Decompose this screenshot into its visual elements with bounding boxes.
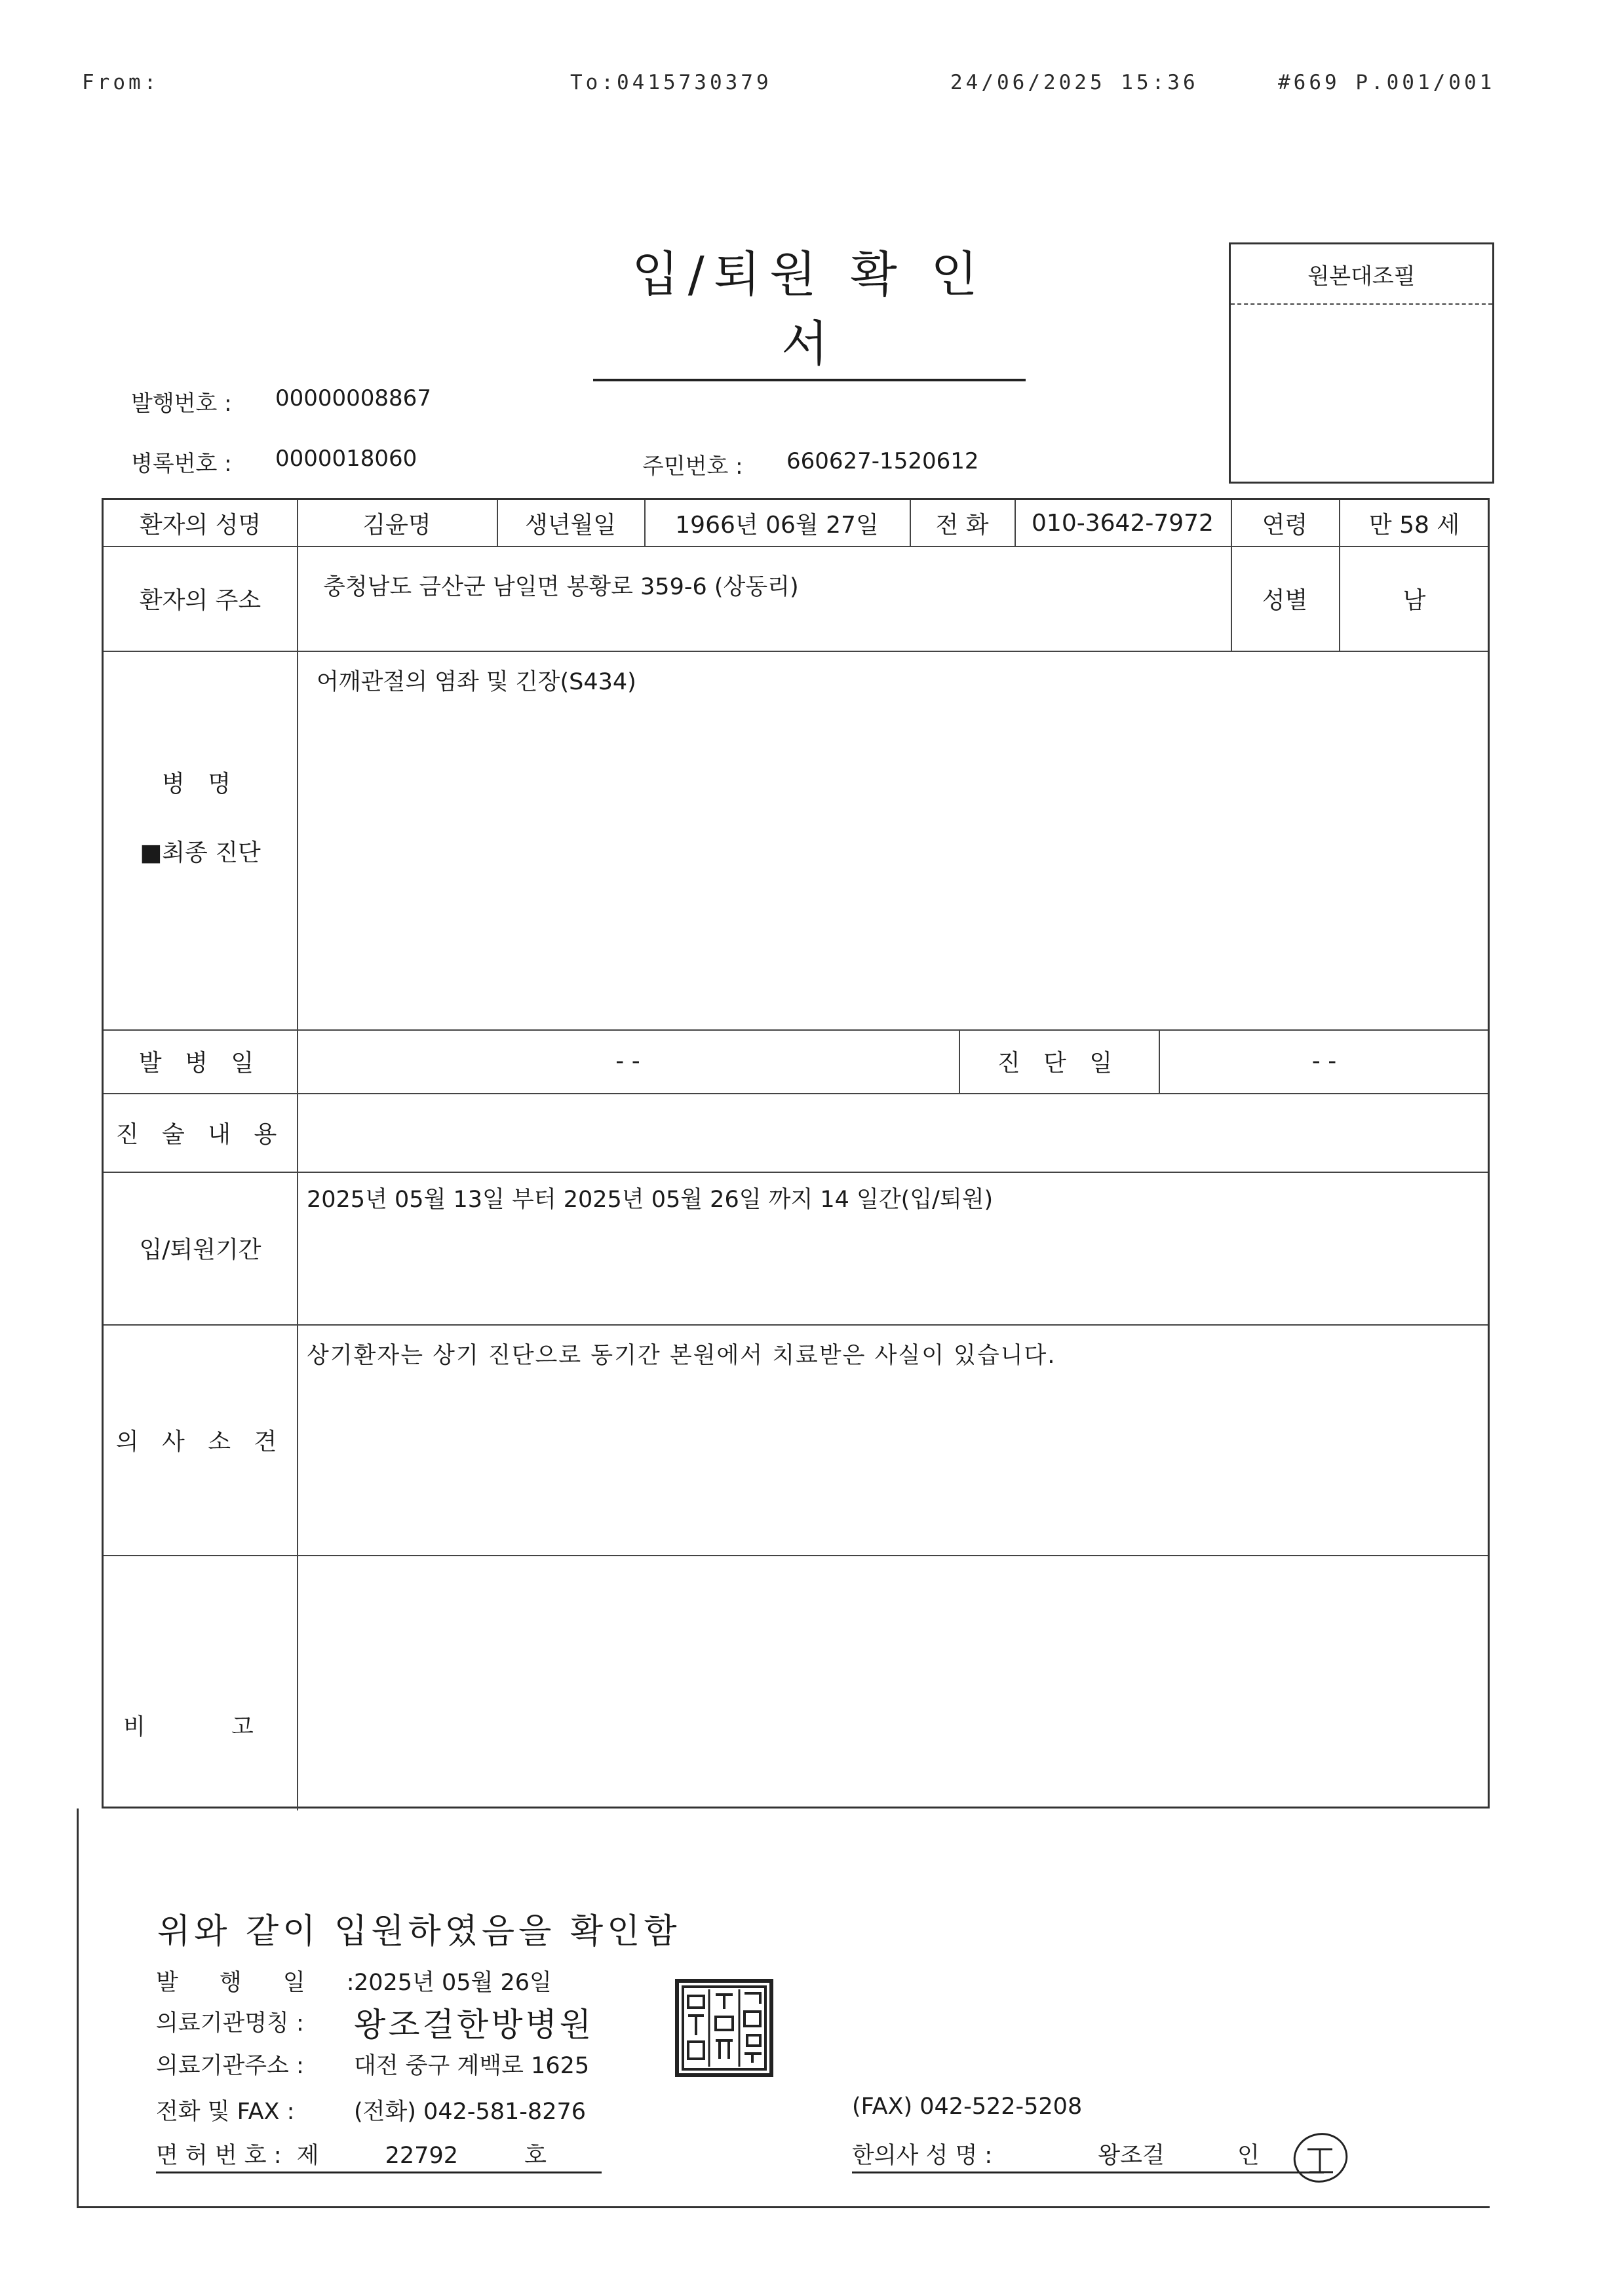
patient-sex: 남 xyxy=(1402,586,1426,614)
period-value: 2025년 05월 13일 부터 2025년 05월 26일 까지 14 일간(입/퇴원) xyxy=(307,1187,994,1213)
license-label: 면 허 번 호 : xyxy=(156,2143,282,2169)
diagnosis-label: 병 명 xyxy=(162,770,239,797)
hospital-seal-stamp xyxy=(675,1979,773,2077)
fax-from: From: xyxy=(82,71,160,94)
institution-address: 대전 중구 계백로 1625 xyxy=(354,2053,590,2079)
birth-date: 1966년 06월 27일 xyxy=(675,511,879,539)
onset-label: 발 병 일 xyxy=(138,1050,262,1077)
hospital-seal-icon xyxy=(679,1983,769,2073)
sex-label: 성별 xyxy=(1262,586,1308,614)
fax-page: #669 P.001/001 xyxy=(1278,71,1496,94)
period-label: 입/퇴원기간 xyxy=(139,1236,261,1263)
resident-number: 660627-1520612 xyxy=(786,448,979,474)
resident-number-label: 주민번호 : xyxy=(642,453,743,480)
license-number: 22792 xyxy=(385,2143,458,2169)
record-number: 0000018060 xyxy=(275,446,417,472)
patient-age: 만 58 세 xyxy=(1368,511,1460,539)
confirm-statement: 위와 같이 입원하였음을 확인함 xyxy=(157,1912,681,1951)
institution-fax: (FAX) 042-522-5208 xyxy=(852,2094,1083,2120)
patient-form-table xyxy=(102,498,1490,1808)
issue-number-label: 발행번호 : xyxy=(131,391,232,417)
birth-date-label: 생년월일 xyxy=(524,511,617,539)
issue-number: 00000008867 xyxy=(275,385,431,411)
phone-fax-label: 전화 및 FAX : xyxy=(156,2099,295,2125)
patient-name-label: 환자의 성명 xyxy=(139,511,261,539)
issue-date: 2025년 05월 26일 xyxy=(354,1970,552,1996)
patient-phone: 010-3642-7972 xyxy=(1032,509,1214,537)
institution-name: 왕조걸한방병원 xyxy=(354,2006,594,2044)
license-suffix: 호 xyxy=(524,2143,547,2169)
license-line xyxy=(156,2137,602,2173)
final-diagnosis-label: ■최종 진단 xyxy=(140,839,261,866)
fax-datetime: 24/06/2025 15:36 xyxy=(950,71,1199,94)
fax-to: To:0415730379 xyxy=(570,71,772,94)
institution-phone: (전화) 042-581-8276 xyxy=(354,2099,586,2125)
issue-date-label: 발 행 일 : xyxy=(156,1970,372,1996)
document-title: 입/퇴원 확 인 서 xyxy=(593,236,1026,381)
institution-label: 의료기관명칭 : xyxy=(156,2010,304,2037)
opinion-label: 의 사 소 견 xyxy=(115,1428,285,1455)
doctor-seal-mark: 인 xyxy=(1237,2143,1260,2169)
patient-address: 충청남도 금산군 남일면 봉황로 359-6 (상동리) xyxy=(323,574,799,600)
diagnosis-date-label: 진 단 일 xyxy=(997,1050,1121,1077)
statement-label: 진 술 내 용 xyxy=(115,1120,285,1148)
patient-name: 김윤명 xyxy=(362,511,431,539)
doctor-line xyxy=(852,2137,1324,2173)
institution-address-label: 의료기관주소 : xyxy=(156,2053,304,2079)
record-number-label: 병록번호 : xyxy=(131,451,232,477)
phone-label: 전 화 xyxy=(935,511,989,539)
onset-value: - - xyxy=(615,1048,640,1075)
age-label: 연령 xyxy=(1262,511,1308,539)
license-prefix: 제 xyxy=(296,2143,319,2169)
doctor-name: 왕조걸 xyxy=(1098,2143,1165,2169)
diagnosis-value: 어깨관절의 염좌 및 긴장(S434) xyxy=(317,669,636,695)
address-label: 환자의 주소 xyxy=(139,586,261,614)
original-copy-box xyxy=(1229,242,1494,484)
opinion-value: 상기환자는 상기 진단으로 동기간 본원에서 치료받은 사실이 있습니다. xyxy=(307,1343,1056,1369)
remarks-label-a: 비 xyxy=(123,1714,145,1740)
doctor-label: 한의사 성 명 : xyxy=(852,2143,993,2169)
remarks-label-b: 고 xyxy=(231,1714,254,1740)
original-copy-label: 원본대조필 xyxy=(1231,244,1492,305)
diagnosis-date-value: - - xyxy=(1311,1048,1337,1075)
doctor-signature-icon xyxy=(1285,2120,1357,2192)
